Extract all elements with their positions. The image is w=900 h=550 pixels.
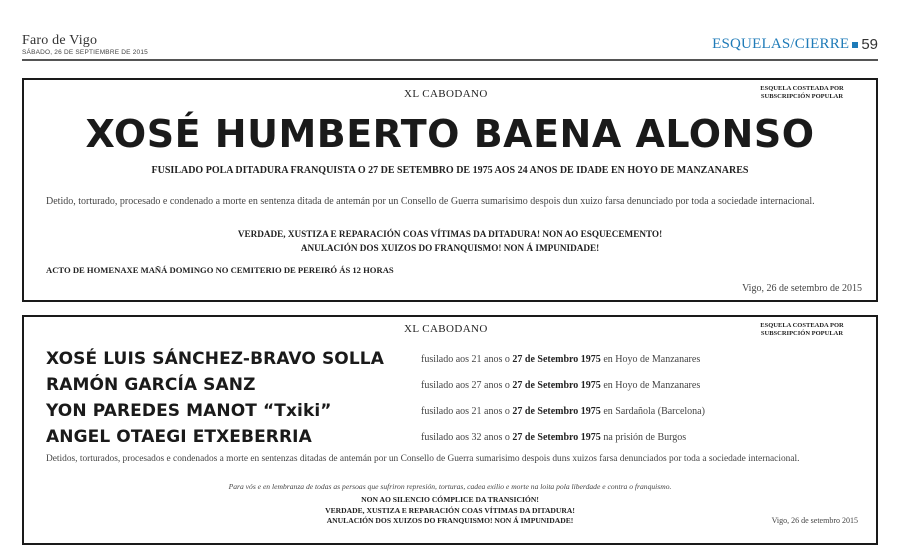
victim-name: YON PAREDES MANOT “Txiki” [46,401,332,421]
notice-body: Detidos, torturados, procesados e condenados a morte en sentenzas ditadas de antemán por un Consello de Guerra sumarisimo despois duns xuizos farsa denunciados por toda a sociedade internacional. [46,454,800,464]
section-title: ESQUELAS/CIERRE [712,36,850,52]
issue-date: SÁBADO, 26 DE SEPTIEMBRE DE 2015 [22,49,148,56]
victim-date: 27 de Setembro 1975 [512,432,601,443]
victim-place: en Hoyo de Manzanares [603,380,701,391]
victim-age: fusilado aos 21 anos o [421,354,510,365]
victim-date: 27 de Setembro 1975 [512,354,601,365]
notice-body: Detido, torturado, procesado e condenado a morte en sentenza ditada de antemán por un Consello de Guerra sumarisimo despois dun xuizo farsa denunciado por toda a sociedade internacional. [46,196,815,207]
square-bullet-icon [852,42,858,48]
victim-row [24,375,876,401]
victim-age: fusilado aos 27 anos o [421,380,510,391]
slogans [24,227,876,255]
victim-place: na prisión de Burgos [603,432,687,443]
victim-date: 27 de Setembro 1975 [512,406,601,417]
slogan-line: NON AO SILENCIO CÓMPLICE DA TRANSICIÓN! [361,495,539,504]
slogans [24,495,876,527]
slogan-line: ANULACIÓN DOS XUIZOS DO FRANQUISMO! NON Á IMPUNIDADE! [326,516,574,525]
cabodano-label: XL CABODANO [404,323,488,335]
masthead-rule [22,59,878,61]
victim-age: fusilado aos 32 anos o [421,432,510,443]
subscription-line-1: ESQUELA COSTEADA POR [760,322,844,329]
victim-details [421,432,686,443]
masthead-left [22,34,148,57]
victim-row [24,427,876,453]
slogan-line: VERDADE, XUSTIZA E REPARACIÓN COAS VÍTIMAS DA DITADURA! [325,505,575,515]
cabodano-label: XL CABODANO [404,88,488,100]
obituary-notice-2 [22,315,878,545]
victim-name: RAMÓN GARCÍA SANZ [46,375,256,395]
newspaper-name: Faro de Vigo [22,33,98,48]
victim-details [421,380,700,391]
victim-place: en Hoyo de Manzanares [603,354,701,365]
subscription-line-2: SUBSCRIPCIÓN POPULAR [760,330,844,337]
dedication: Para vós e en lembranza de todas as persoas que sufriron represión, torturas, cadea exilio e morte na loita pola liberdade e contra o franquismo. [228,482,672,491]
subscription-line-1: ESQUELA COSTEADA POR [760,85,844,92]
victim-row [24,401,876,427]
notice-subheading: FUSILADO POLA DITADURA FRANQUISTA O 27 DE SETEMBRO DE 1975 AOS 24 ANOS DE IDADE EN HOYO DE MANZANARES [151,165,749,176]
subscription-line-2: SUBSCRIPCIÓN POPULAR [760,93,844,100]
victim-name: XOSÉ LUIS SÁNCHEZ-BRAVO SOLLA [46,349,384,369]
signature-date: Vigo, 26 de setembro de 2015 [742,283,862,294]
page-number: 59 [861,36,878,53]
signature-date: Vigo, 26 de setembro 2015 [771,516,858,525]
victim-date: 27 de Setembro 1975 [512,380,601,391]
obituary-notice-1 [22,78,878,302]
deceased-name: XOSÉ HUMBERTO BAENA ALONSO [85,112,815,156]
victim-details [421,354,700,365]
victim-name: ANGEL OTAEGI ETXEBERRIA [46,427,312,447]
victim-age: fusilado aos 21 anos o [421,406,510,417]
victim-details [421,406,705,417]
subscription-note [742,322,862,338]
slogan-line: ANULACIÓN DOS XUIZOS DO FRANQUISMO! NON Á IMPUNIDADE! [300,243,600,253]
victim-row [24,349,876,375]
event-announcement: ACTO DE HOMENAXE MAÑÁ DOMINGO NO CEMITERIO DE PEREIRÓ ÁS 12 HORAS [46,265,394,275]
victim-place: en Sardañola (Barcelona) [603,406,705,417]
masthead-right [712,36,878,53]
slogan-line: VERDADE, XUSTIZA E REPARACIÓN COAS VÍTIMAS DA DITADURA! NON AO ESQUECEMENTO! [237,229,663,239]
subscription-note [742,85,862,101]
